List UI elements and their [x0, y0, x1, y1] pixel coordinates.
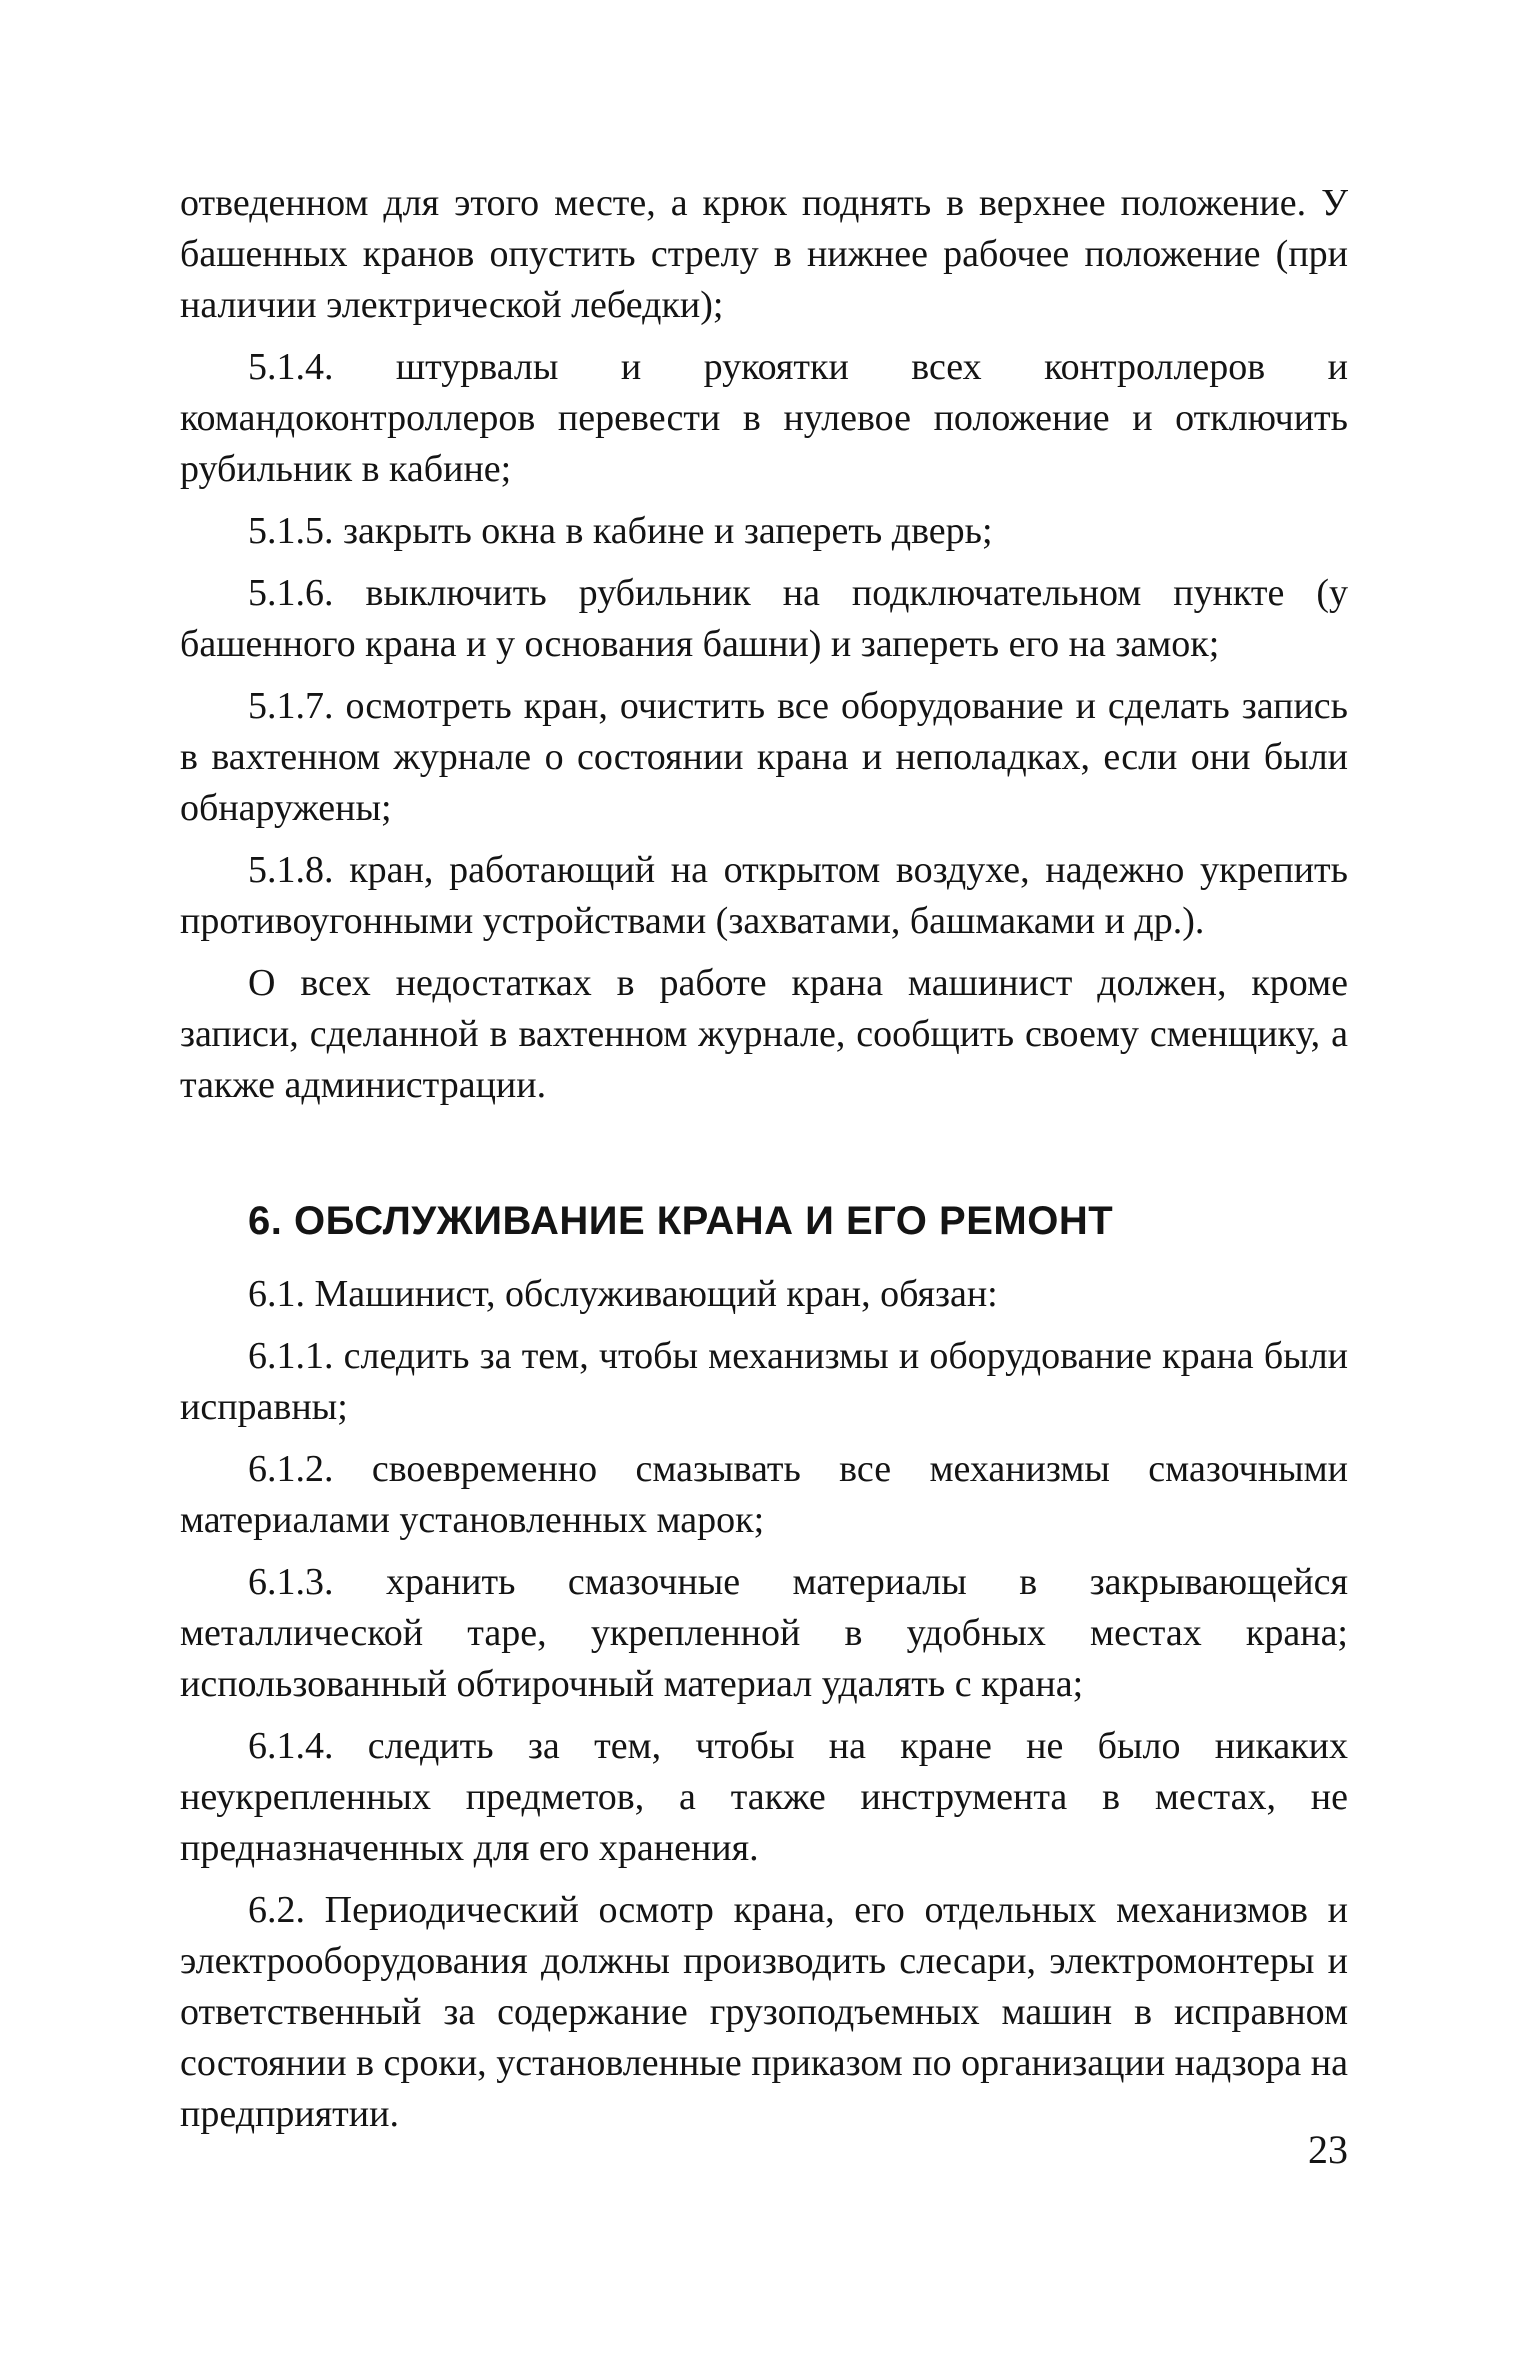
paragraph-5-1-7: 5.1.7. осмотреть кран, очистить все оборудование и сделать запись в вахтенном журнале о состоянии крана и неполадках, если они были обнаружены;	[180, 685, 1348, 829]
section-heading: 6. ОБСЛУЖИВАНИЕ КРАНА И ЕГО РЕМОНТ	[248, 1199, 1114, 1243]
paragraph-5-1-6: 5.1.6. выключить рубильник на подключательном пункте (у башенного крана и у основания башни) и запереть его на замок;	[180, 572, 1348, 665]
paragraph-6-1-3: 6.1.3. хранить смазочные материалы в закрывающейся металлической таре, укрепленной в удобных местах крана; использованный обтирочный материал удалять с крана;	[180, 1561, 1348, 1705]
document-page	[180, 178, 1348, 2278]
paragraph-5-1-5: 5.1.5. закрыть окна в кабине и запереть дверь;	[248, 510, 993, 552]
page-number: 23	[1308, 2127, 1348, 2172]
paragraph-6-1-4: 6.1.4. следить за тем, чтобы на кране не было никаких неукрепленных предметов, а также инструмента в местах, не предназначенных для его хранения.	[180, 1725, 1348, 1869]
paragraph-6-1-2: 6.1.2. своевременно смазывать все механизмы смазочными материалами установленных марок;	[180, 1448, 1348, 1541]
paragraph-6-2: 6.2. Периодический осмотр крана, его отдельных механизмов и электрооборудования должны производить слесари, электромонтеры и ответственный за содержание грузоподъемных машин в исправном состоянии в сроки, установленные приказом по организации надзора на предприятии.	[180, 1889, 1348, 2135]
paragraph-6-1: 6.1. Машинист, обслуживающий кран, обязан:	[248, 1273, 998, 1315]
paragraph-shortcomings: О всех недостатках в работе крана машинист должен, кроме записи, сделанной в вахтенном журнале, сообщить своему сменщику, а также администрации.	[180, 962, 1348, 1106]
paragraph-5-1-8: 5.1.8. кран, работающий на открытом воздухе, надежно укрепить противоугонными устройствами (захватами, башмаками и др.).	[180, 849, 1348, 942]
paragraph-continuation: отведенном для этого месте, а крюк поднять в верхнее положение. У башенных кранов опустить стрелу в нижнее рабочее положение (при наличии электрической лебедки);	[180, 182, 1348, 326]
paragraph-6-1-1: 6.1.1. следить за тем, чтобы механизмы и оборудование крана были исправны;	[180, 1335, 1348, 1428]
paragraph-5-1-4: 5.1.4. штурвалы и рукоятки всех контроллеров и командоконтроллеров перевести в нулевое положение и отключить рубильник в кабине;	[180, 346, 1348, 490]
